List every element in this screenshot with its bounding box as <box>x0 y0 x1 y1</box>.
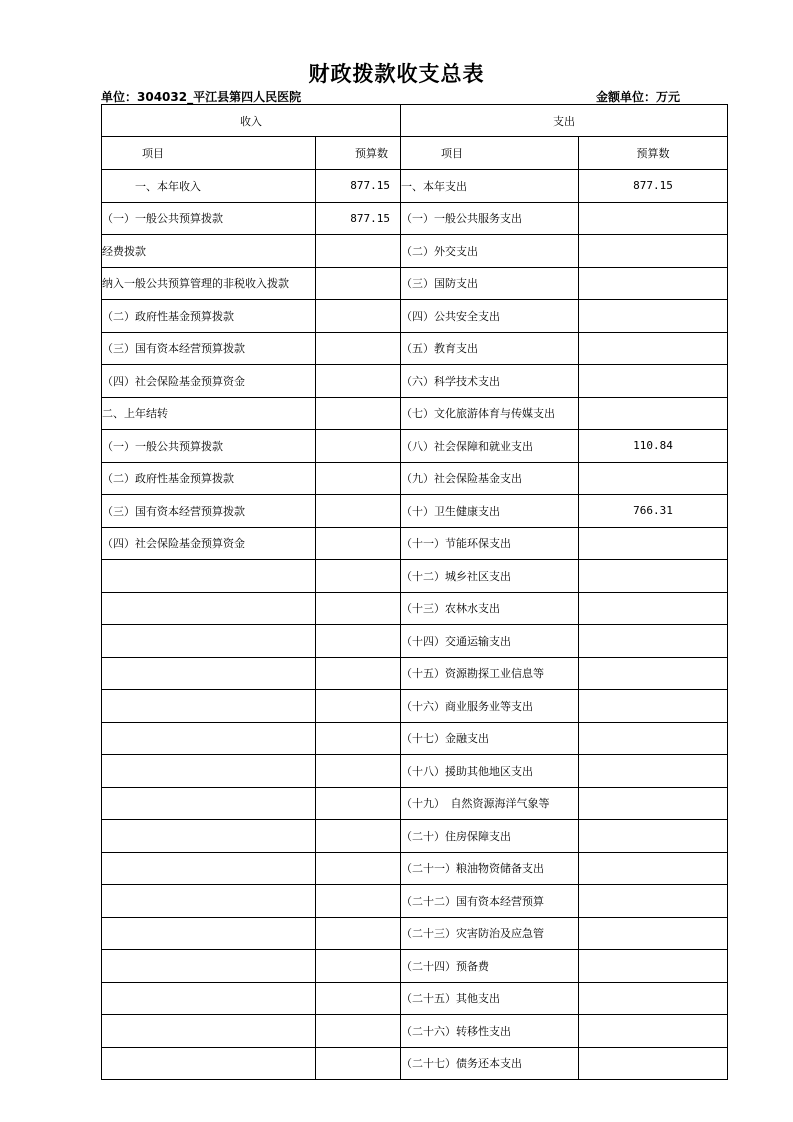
expense-item-cell: （十九） 自然资源海洋气象等 <box>401 787 579 820</box>
table-row <box>102 170 728 203</box>
income-item-cell: （一）一般公共预算拨款 <box>102 430 316 463</box>
income-value-cell <box>316 332 401 365</box>
income-value-cell <box>316 592 401 625</box>
table-row <box>102 852 728 885</box>
table-row <box>102 1047 728 1080</box>
income-value-cell: 877.15 <box>316 202 401 235</box>
income-item-cell: 纳入一般公共预算管理的非税收入拨款 <box>102 267 316 300</box>
expense-value-cell <box>579 982 728 1015</box>
expense-value-cell <box>579 365 728 398</box>
expense-item-cell: （二十六）转移性支出 <box>401 1015 579 1048</box>
table-row <box>102 527 728 560</box>
expense-value-cell <box>579 235 728 268</box>
income-value-cell <box>316 462 401 495</box>
expense-item-cell: （十一）节能环保支出 <box>401 527 579 560</box>
income-value-cell <box>316 495 401 528</box>
expense-value-cell <box>579 1015 728 1048</box>
income-item-cell <box>102 625 316 658</box>
section-header-row <box>102 105 728 137</box>
table-row <box>102 365 728 398</box>
expense-item-cell: （二十四）预备费 <box>401 950 579 983</box>
income-item-cell <box>102 982 316 1015</box>
income-item-cell: （三）国有资本经营预算拨款 <box>102 332 316 365</box>
income-value-cell <box>316 397 401 430</box>
expense-item-cell: （十三）农林水支出 <box>401 592 579 625</box>
expense-value-cell: 877.15 <box>579 170 728 203</box>
income-item-cell <box>102 787 316 820</box>
income-item-cell: 经费拨款 <box>102 235 316 268</box>
income-item-cell <box>102 950 316 983</box>
income-item-cell: 二、上年结转 <box>102 397 316 430</box>
income-value-cell <box>316 982 401 1015</box>
expense-item-cell: （二十七）债务还本支出 <box>401 1047 579 1080</box>
table-row <box>102 885 728 918</box>
appropriation-table <box>101 104 728 1080</box>
table-row <box>102 430 728 463</box>
income-value-cell <box>316 365 401 398</box>
expense-item-cell: （九）社会保险基金支出 <box>401 462 579 495</box>
expense-item-cell: （二十二）国有资本经营预算 <box>401 885 579 918</box>
table-row <box>102 267 728 300</box>
table-row <box>102 657 728 690</box>
expense-item-cell: （二十五）其他支出 <box>401 982 579 1015</box>
expense-value-cell <box>579 300 728 333</box>
expense-item-cell: （十八）援助其他地区支出 <box>401 755 579 788</box>
income-value-cell <box>316 690 401 723</box>
table-row <box>102 820 728 853</box>
income-item-cell: （四）社会保险基金预算资金 <box>102 365 316 398</box>
income-value-cell <box>316 787 401 820</box>
income-value-cell <box>316 657 401 690</box>
income-value-cell <box>316 430 401 463</box>
expense-item-cell: （四）公共安全支出 <box>401 300 579 333</box>
table-row <box>102 560 728 593</box>
income-item-cell <box>102 820 316 853</box>
expense-value-cell <box>579 657 728 690</box>
income-value-cell <box>316 560 401 593</box>
expense-value-cell <box>579 625 728 658</box>
income-item-cell: （四）社会保险基金预算资金 <box>102 527 316 560</box>
income-budget-header: 预算数 <box>316 137 401 170</box>
table-row <box>102 625 728 658</box>
table-row <box>102 235 728 268</box>
expense-value-cell <box>579 820 728 853</box>
expense-value-cell <box>579 885 728 918</box>
income-item-cell: 一、本年收入 <box>102 170 316 203</box>
expense-item-cell: （二）外交支出 <box>401 235 579 268</box>
expense-item-cell: 一、本年支出 <box>401 170 579 203</box>
expense-item-cell: （一）一般公共服务支出 <box>401 202 579 235</box>
table-row <box>102 917 728 950</box>
expense-item-cell: （二十一）粮油物资储备支出 <box>401 852 579 885</box>
table-row <box>102 690 728 723</box>
income-item-cell: （一）一般公共预算拨款 <box>102 202 316 235</box>
income-value-cell <box>316 950 401 983</box>
expense-item-cell: （十七）金融支出 <box>401 722 579 755</box>
table-row <box>102 332 728 365</box>
table-row <box>102 982 728 1015</box>
income-value-cell <box>316 267 401 300</box>
income-item-cell <box>102 560 316 593</box>
page-title: 财政拨款收支总表 <box>308 62 485 86</box>
income-value-cell <box>316 235 401 268</box>
income-value-cell <box>316 755 401 788</box>
expense-item-cell: （五）教育支出 <box>401 332 579 365</box>
income-header: 收入 <box>102 105 401 137</box>
expense-item-header: 项目 <box>401 137 579 170</box>
column-header-row <box>102 137 728 170</box>
expense-value-cell <box>579 1047 728 1080</box>
income-item-cell: （二）政府性基金预算拨款 <box>102 300 316 333</box>
income-item-cell <box>102 657 316 690</box>
income-item-cell <box>102 885 316 918</box>
expense-item-cell: （三）国防支出 <box>401 267 579 300</box>
income-value-cell <box>316 300 401 333</box>
expense-budget-header: 预算数 <box>579 137 728 170</box>
expense-value-cell: 766.31 <box>579 495 728 528</box>
expense-value-cell <box>579 332 728 365</box>
income-item-cell <box>102 852 316 885</box>
expense-value-cell <box>579 787 728 820</box>
amount-unit-label: 金额单位：万元 <box>596 90 681 104</box>
expense-value-cell <box>579 690 728 723</box>
table-row <box>102 950 728 983</box>
expense-item-cell: （十）卫生健康支出 <box>401 495 579 528</box>
income-item-cell <box>102 917 316 950</box>
expense-item-cell: （二十）住房保障支出 <box>401 820 579 853</box>
expense-item-cell: （十四）交通运输支出 <box>401 625 579 658</box>
income-value-cell <box>316 885 401 918</box>
expense-value-cell <box>579 722 728 755</box>
income-value-cell <box>316 1015 401 1048</box>
income-item-cell <box>102 1047 316 1080</box>
expense-value-cell <box>579 950 728 983</box>
expense-value-cell <box>579 917 728 950</box>
income-item-cell: （二）政府性基金预算拨款 <box>102 462 316 495</box>
income-item-cell <box>102 690 316 723</box>
expense-item-cell: （十六）商业服务业等支出 <box>401 690 579 723</box>
income-item-cell <box>102 592 316 625</box>
expense-value-cell: 110.84 <box>579 430 728 463</box>
table-row <box>102 592 728 625</box>
income-value-cell <box>316 820 401 853</box>
table-row <box>102 787 728 820</box>
expense-item-cell: （十五）资源勘探工业信息等 <box>401 657 579 690</box>
expense-value-cell <box>579 267 728 300</box>
income-item-cell <box>102 755 316 788</box>
expense-value-cell <box>579 755 728 788</box>
expense-item-cell: （六）科学技术支出 <box>401 365 579 398</box>
income-item-cell <box>102 722 316 755</box>
table-row <box>102 397 728 430</box>
table-row <box>102 722 728 755</box>
income-value-cell <box>316 1047 401 1080</box>
expense-value-cell <box>579 560 728 593</box>
expense-value-cell <box>579 592 728 625</box>
expense-item-cell: （七）文化旅游体育与传媒支出 <box>401 397 579 430</box>
income-value-cell: 877.15 <box>316 170 401 203</box>
expense-value-cell <box>579 202 728 235</box>
expense-value-cell <box>579 397 728 430</box>
expense-item-cell: （二十三）灾害防治及应急管 <box>401 917 579 950</box>
expense-value-cell <box>579 462 728 495</box>
unit-label: 单位：304032_平江县第四人民医院 <box>101 90 302 104</box>
expense-header: 支出 <box>401 105 728 137</box>
table-row <box>102 300 728 333</box>
income-item-cell <box>102 1015 316 1048</box>
table-row <box>102 462 728 495</box>
income-value-cell <box>316 722 401 755</box>
table-row <box>102 1015 728 1048</box>
income-value-cell <box>316 917 401 950</box>
expense-item-cell: （八）社会保障和就业支出 <box>401 430 579 463</box>
table-row <box>102 755 728 788</box>
income-value-cell <box>316 625 401 658</box>
income-value-cell <box>316 527 401 560</box>
income-value-cell <box>316 852 401 885</box>
table-row <box>102 202 728 235</box>
expense-value-cell <box>579 852 728 885</box>
expense-value-cell <box>579 527 728 560</box>
expense-item-cell: （十二）城乡社区支出 <box>401 560 579 593</box>
table-row <box>102 495 728 528</box>
income-item-header: 项目 <box>102 137 316 170</box>
income-item-cell: （三）国有资本经营预算拨款 <box>102 495 316 528</box>
